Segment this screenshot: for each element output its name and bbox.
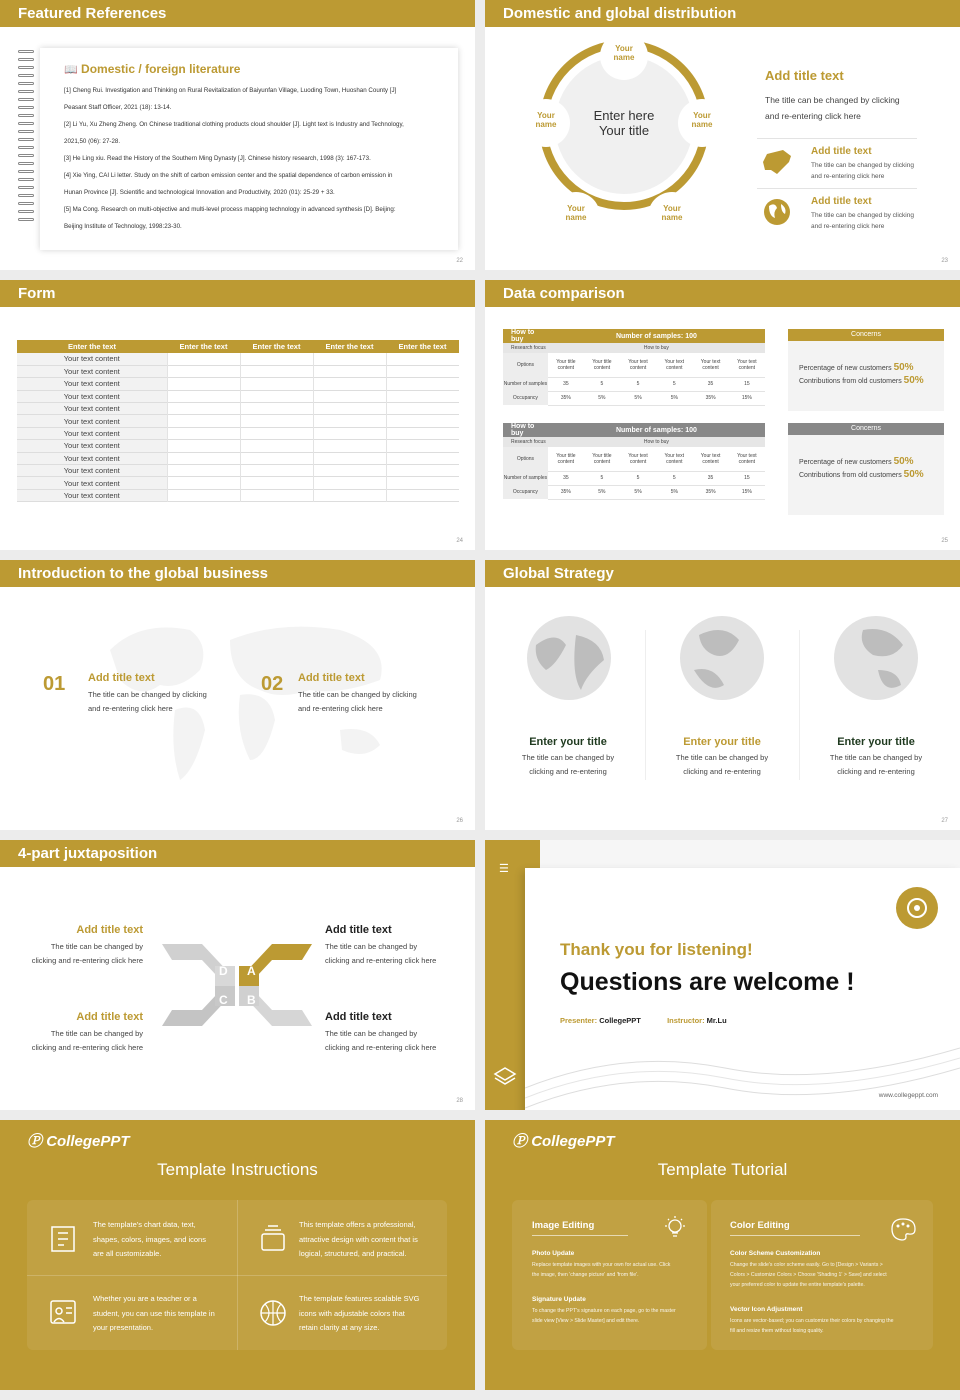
- table-cell[interactable]: [313, 440, 386, 452]
- concerns-card: Concerns Percentage of new customers 50% Contributions from old customers 50%: [788, 423, 944, 515]
- row-label: Number of samples: [503, 377, 548, 391]
- row-label[interactable]: Your text content: [17, 403, 167, 415]
- quadrant-letter: B: [247, 993, 256, 1007]
- table-cell: 5: [656, 377, 692, 391]
- table-cell: 35: [548, 471, 584, 485]
- column-header: Your text content: [729, 353, 765, 377]
- table-header-row: [17, 340, 459, 353]
- table-cell: 15%: [729, 391, 765, 405]
- panel-heading: Color Editing: [730, 1220, 860, 1236]
- table-cell: 5%: [620, 391, 656, 405]
- page-number: 23: [941, 258, 948, 264]
- row-label[interactable]: Your text content: [17, 353, 167, 365]
- slide-title: Template Instructions: [157, 1160, 318, 1179]
- reference-line: Peasant Staff Officer, 2021 (18): 13-14.: [64, 104, 172, 111]
- table-cell[interactable]: [313, 390, 386, 402]
- table-cell[interactable]: [313, 403, 386, 415]
- layers-icon: [493, 1065, 517, 1089]
- table-cell[interactable]: [386, 452, 459, 464]
- row-label: Occupancy: [503, 485, 548, 499]
- presenter-icon: [48, 1298, 78, 1328]
- reference-line: Hunan Province [J]. Scientific and technological Innovation and Productivity, 2020 (01): 25-29 + 33.: [64, 189, 335, 196]
- data-table: [503, 329, 765, 406]
- section-title: Add title text: [765, 68, 844, 83]
- table-cell[interactable]: [240, 427, 313, 439]
- row-label[interactable]: Your text content: [17, 365, 167, 377]
- table-cell: 5: [620, 377, 656, 391]
- row-label[interactable]: Your text content: [17, 378, 167, 390]
- cycle-node[interactable]: Your name: [522, 99, 570, 147]
- slide-title: Template Tutorial: [657, 1160, 788, 1179]
- china-map-icon: [759, 148, 793, 176]
- table-row: [17, 353, 459, 365]
- table-cell: 15: [729, 471, 765, 485]
- table-cell: 5: [620, 471, 656, 485]
- table-cell[interactable]: [386, 390, 459, 402]
- table-cell: 35%: [692, 391, 728, 405]
- table-row: [17, 415, 459, 427]
- tutorial-text: Replace template images with your own for actual use. Click the image, then 'change picture' and 'from file'.: [532, 1262, 671, 1278]
- table-cell: 35: [692, 377, 728, 391]
- table-header: How to buy: [511, 423, 535, 437]
- questions-text: Questions are welcome !: [560, 968, 855, 996]
- tutorial-text: Change the slide's color scheme easily. Go to [Design > Variants > Colors > Customize Colors > Choose 'Shading 1' > Save] and select your preferred color to update the entire template's palette.: [730, 1262, 887, 1288]
- slide-tutorial[interactable]: [485, 1120, 960, 1390]
- thanks-text: Thank you for listening!: [560, 940, 753, 959]
- table-cell: 15: [729, 377, 765, 391]
- table-cell: 15%: [729, 485, 765, 499]
- slide-header: Form: [0, 280, 475, 307]
- column-header: Your text content: [692, 447, 728, 471]
- reference-line: 2021,50 (06): 27-28.: [64, 138, 121, 145]
- globe-icon: [833, 615, 919, 701]
- reference-line: [5] Ma Cong. Research on multi-objective and multi-level process mapping technology in advanced synthesis [D]. Beijing:: [64, 206, 396, 213]
- table-cell: 5%: [584, 485, 620, 499]
- table-row: [17, 465, 459, 477]
- table-cell[interactable]: [240, 477, 313, 489]
- subheading: Signature Update: [532, 1296, 586, 1303]
- reference-line: [4] Xie Ying, CAI Li letter. Study on the shift of carbon emission center and the spatial dependence of carbon emission in: [64, 172, 393, 179]
- table-subheader: How to buy: [643, 439, 669, 445]
- table-cell[interactable]: [167, 353, 240, 365]
- column-header: Your text content: [620, 353, 656, 377]
- slide-thank-you[interactable]: [485, 840, 960, 1110]
- list-item: Add title text The title can be changed by clicking and re-entering click here: [811, 196, 914, 230]
- table-cell[interactable]: [240, 353, 313, 365]
- table-cell[interactable]: [167, 477, 240, 489]
- table-cell[interactable]: [240, 440, 313, 452]
- slide-instructions[interactable]: [0, 1120, 475, 1390]
- subheading: Color Scheme Customization: [730, 1250, 821, 1257]
- cycle-node[interactable]: Your name: [648, 192, 696, 240]
- table-cell[interactable]: [167, 378, 240, 390]
- column-header: Enter the text: [252, 342, 301, 351]
- layers-icon: [258, 1224, 288, 1254]
- row-label: Options: [503, 447, 548, 471]
- column-header: Enter the text: [179, 342, 228, 351]
- table-cell[interactable]: [167, 403, 240, 415]
- table-row: [17, 477, 459, 489]
- table-row: [17, 390, 459, 402]
- column-header: Your text content: [620, 447, 656, 471]
- basketball-icon: [258, 1298, 288, 1328]
- presenter-line: Presenter: CollegePPT Instructor: Mr.Lu: [560, 1016, 727, 1025]
- table-cell[interactable]: [167, 415, 240, 427]
- table-cell[interactable]: [167, 440, 240, 452]
- table-cell[interactable]: [240, 403, 313, 415]
- reference-line: [1] Cheng Rui. Investigation and Thinking on Rural Revitalization of Baiyunfan Village, Luoding Town, Huoshan County [J]: [64, 87, 397, 94]
- references-card: [40, 48, 458, 250]
- table-row: [17, 489, 459, 501]
- table-cell[interactable]: [313, 489, 386, 501]
- column-header: Enter the text: [325, 342, 374, 351]
- four-arrow-diagram: [162, 942, 312, 1028]
- list-item: Add title text The title can be changed by clicking and re-entering click here: [88, 672, 207, 713]
- table-cell[interactable]: [386, 365, 459, 377]
- thanks-card: [525, 868, 960, 1110]
- row-label[interactable]: Your text content: [17, 440, 167, 452]
- column-header: Your title content: [548, 353, 584, 377]
- tutorial-text: Icons are vector-based; you can customize their colors by changing the fill and resize them without losing quality.: [730, 1318, 894, 1334]
- subheading: Vector Icon Adjustment: [730, 1306, 803, 1313]
- table-cell[interactable]: [386, 489, 459, 501]
- row-label: Occupancy: [503, 391, 548, 405]
- table-cell[interactable]: [240, 465, 313, 477]
- table-cell: 35: [692, 471, 728, 485]
- juxta-item: Add title text The title can be changed by clicking and re-entering click here: [31, 924, 143, 965]
- website-link[interactable]: www.collegeppt.com: [878, 1092, 938, 1099]
- table-cell[interactable]: [240, 378, 313, 390]
- lightbulb-icon: [661, 1214, 689, 1242]
- column-header: Your title content: [584, 353, 620, 377]
- palette-icon: [889, 1216, 917, 1242]
- quadrant-letter: A: [247, 964, 256, 978]
- reference-line: [2] Li Yu, Xu Zheng Zheng. On Chinese traditional clothing products cloud shoulder [J]. Light text is Industry and Technology,: [64, 121, 404, 128]
- slide-header: Featured References: [0, 0, 475, 27]
- table-cell: 35%: [548, 485, 584, 499]
- concerns-card: Concerns Percentage of new customers 50% Contributions from old customers 50%: [788, 329, 944, 411]
- column-header: Your text content: [656, 447, 692, 471]
- comparison-table: [503, 329, 765, 406]
- table-cell[interactable]: [240, 390, 313, 402]
- slide-distribution[interactable]: [485, 0, 960, 270]
- table-cell[interactable]: [313, 465, 386, 477]
- slide-header: Global Strategy: [485, 560, 960, 587]
- table-cell[interactable]: [386, 353, 459, 365]
- table-cell[interactable]: [386, 403, 459, 415]
- slide-global-business[interactable]: [0, 560, 475, 830]
- slide-data-comparison[interactable]: [485, 280, 960, 550]
- strategy-item: Enter your title The title can be changed by clicking and re-entering: [521, 736, 615, 776]
- reference-line: Beijing Institute of Technology, 1998:23-30.: [64, 223, 182, 230]
- quadrant-letter: C: [219, 993, 228, 1007]
- column-header: Your text content: [692, 353, 728, 377]
- notebook-spiral: [18, 50, 36, 226]
- slide-header: 4-part juxtaposition: [0, 840, 475, 867]
- page-number: 27: [941, 818, 948, 824]
- row-label: Number of samples: [503, 471, 548, 485]
- slide-header: Data comparison: [485, 280, 960, 307]
- juxta-item: Add title text The title can be changed by clicking and re-entering click here: [325, 1011, 437, 1052]
- section-desc: The title can be changed by clicking and re-entering click here: [765, 95, 900, 121]
- item-number: 01: [43, 673, 66, 695]
- page-number: 22: [456, 258, 463, 264]
- table-cell[interactable]: [386, 477, 459, 489]
- divider: [757, 188, 917, 189]
- comparison-table: [503, 423, 765, 500]
- item-number: 02: [261, 673, 284, 695]
- slide-global-strategy[interactable]: [485, 560, 960, 830]
- table-cell: 5: [584, 471, 620, 485]
- panel-heading: Image Editing: [532, 1220, 628, 1236]
- slide-header: Introduction to the global business: [0, 560, 475, 587]
- slide-juxtaposition[interactable]: [0, 840, 475, 1110]
- divider: [799, 630, 800, 780]
- list-item: Add title text The title can be changed by clicking and re-entering click here: [811, 146, 914, 180]
- divider: [645, 630, 646, 780]
- page-number: 24: [456, 538, 463, 544]
- logo-emblem-icon: [895, 886, 939, 930]
- page-number: 26: [456, 818, 463, 824]
- table-row: [17, 452, 459, 464]
- instruction-cell: This template offers a professional, attractive design with content that is logical, structured, and practical.: [299, 1220, 418, 1258]
- strategy-item: Enter your title The title can be changed by clicking and re-entering: [675, 736, 769, 776]
- table-cell[interactable]: [313, 427, 386, 439]
- strategy-item: Enter your title The title can be changed by clicking and re-entering: [829, 736, 923, 776]
- table-cell[interactable]: [167, 365, 240, 377]
- table-cell: 5%: [656, 391, 692, 405]
- logo-icon: Ⓟ: [27, 1133, 43, 1150]
- slide-form[interactable]: [0, 280, 475, 550]
- table-cell[interactable]: [313, 378, 386, 390]
- column-header: Your text content: [656, 353, 692, 377]
- table-cell[interactable]: [386, 440, 459, 452]
- table-header: Number of samples: 100: [615, 332, 697, 340]
- column-header: Your title content: [548, 447, 584, 471]
- table-subheader: Research focus: [511, 439, 546, 445]
- data-table: [503, 423, 765, 500]
- table-cell[interactable]: [386, 415, 459, 427]
- table-cell: 35: [548, 377, 584, 391]
- tutorial-text: To change the PPT's signature on each page, go to the master slide view [View > Slide Master] and edit there.: [532, 1308, 676, 1324]
- brand-logo: Ⓟ CollegePPT: [512, 1133, 615, 1150]
- table-cell[interactable]: [313, 415, 386, 427]
- form-table: [17, 340, 459, 502]
- cycle-node[interactable]: Your name: [552, 192, 600, 240]
- instruction-cell: Whether you are a teacher or a student, you can use this template in your presentation.: [93, 1294, 215, 1332]
- list-item: Add title text The title can be changed by clicking and re-entering click here: [298, 672, 417, 713]
- table-cell[interactable]: [386, 465, 459, 477]
- page-number: 25: [941, 538, 948, 544]
- row-label[interactable]: Your text content: [17, 390, 167, 402]
- table-cell[interactable]: [240, 365, 313, 377]
- page-number: 28: [456, 1098, 463, 1104]
- table-row: [17, 427, 459, 439]
- document-icon: [48, 1224, 78, 1254]
- table-cell[interactable]: [313, 477, 386, 489]
- column-header: Enter the text: [68, 342, 116, 351]
- column-header: Your title content: [584, 447, 620, 471]
- table-row: [17, 403, 459, 415]
- table-cell: 35%: [692, 485, 728, 499]
- book-icon: 📖: [64, 64, 78, 76]
- quadrant-letter: D: [219, 964, 228, 978]
- menu-icon[interactable]: ☰: [499, 863, 509, 875]
- globe-icon: [679, 615, 765, 701]
- table-cell[interactable]: [167, 390, 240, 402]
- instruction-cell: The template's chart data, text, shapes, colors, images, and icons are all customizable.: [93, 1220, 206, 1258]
- row-label[interactable]: Your text content: [17, 415, 167, 427]
- globe-icon: [763, 198, 791, 226]
- reference-line: [3] He Ling xiu. Read the History of the Southern Ming Dynasty [J]. Chinese history research, 1998 (3): 167-173.: [64, 155, 371, 162]
- slide-references[interactable]: [0, 0, 475, 270]
- card-title: Domestic / foreign literature: [81, 62, 241, 76]
- table-header: Number of samples: 100: [615, 426, 697, 434]
- row-label[interactable]: Your text content: [17, 452, 167, 464]
- table-cell[interactable]: [167, 465, 240, 477]
- table-header: How to buy: [511, 329, 535, 343]
- center-title: Enter here Your title: [593, 108, 655, 138]
- column-header: Your text content: [729, 447, 765, 471]
- table-cell: 5%: [584, 391, 620, 405]
- table-cell[interactable]: [313, 353, 386, 365]
- table-cell[interactable]: [313, 365, 386, 377]
- divider: [757, 138, 917, 139]
- row-label: Options: [503, 353, 548, 377]
- cycle-node[interactable]: Your name: [600, 32, 648, 80]
- table-cell[interactable]: [240, 415, 313, 427]
- table-cell[interactable]: [167, 489, 240, 501]
- table-cell[interactable]: [167, 427, 240, 439]
- instruction-cell: The template features scalable SVG icons with adjustable colors that retain clarity at any size.: [299, 1294, 420, 1332]
- table-cell[interactable]: [240, 452, 313, 464]
- table-cell: 5: [584, 377, 620, 391]
- table-subheader: Research focus: [511, 345, 546, 351]
- logo-icon: Ⓟ: [512, 1133, 528, 1150]
- subheading: Photo Update: [532, 1250, 575, 1257]
- table-cell: 5%: [656, 485, 692, 499]
- table-cell: 5%: [620, 485, 656, 499]
- row-label[interactable]: Your text content: [17, 427, 167, 439]
- table-cell[interactable]: [167, 452, 240, 464]
- brand-logo: Ⓟ CollegePPT: [27, 1133, 130, 1150]
- juxta-item: Add title text The title can be changed by clicking and re-entering click here: [31, 1011, 143, 1052]
- table-cell[interactable]: [386, 378, 459, 390]
- table-row: [17, 440, 459, 452]
- table-cell: 35%: [548, 391, 584, 405]
- table-cell[interactable]: [313, 452, 386, 464]
- table-cell: 5: [656, 471, 692, 485]
- table-cell[interactable]: [386, 427, 459, 439]
- juxta-item: Add title text The title can be changed by clicking and re-entering click here: [325, 924, 437, 965]
- table-cell[interactable]: [240, 489, 313, 501]
- column-header: Enter the text: [398, 342, 447, 351]
- cycle-node[interactable]: Your name: [678, 99, 726, 147]
- table-row: [17, 378, 459, 390]
- globe-icon: [526, 615, 612, 701]
- side-band: [525, 840, 540, 868]
- table-row: [17, 365, 459, 377]
- table-subheader: How to buy: [643, 345, 669, 351]
- slide-header: Domestic and global distribution: [485, 0, 960, 27]
- row-label[interactable]: Your text content: [17, 489, 167, 501]
- row-label[interactable]: Your text content: [17, 465, 167, 477]
- row-label[interactable]: Your text content: [17, 477, 167, 489]
